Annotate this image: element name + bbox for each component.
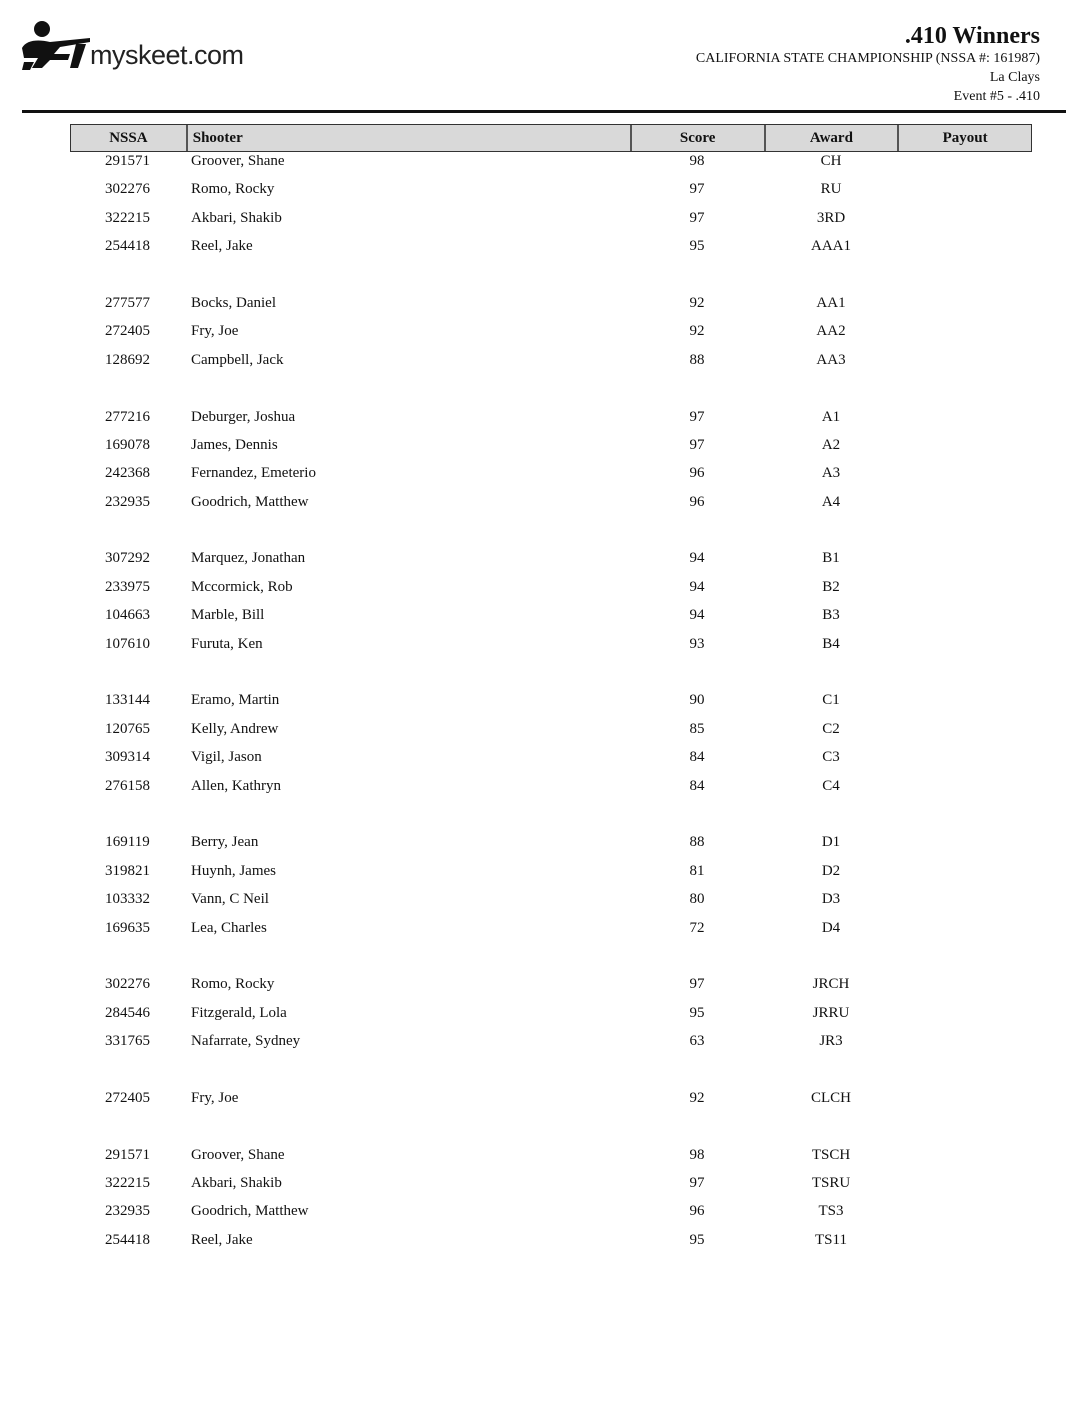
report-header <box>696 22 1040 107</box>
cell-award: C4 <box>822 777 840 794</box>
cell-shooter: Kelly, Andrew <box>191 720 279 737</box>
cell-award: D3 <box>821 891 841 908</box>
cell-score: 98 <box>689 153 705 169</box>
cell-score: 88 <box>689 351 705 368</box>
cell-shooter: Vann, C Neil <box>191 891 269 908</box>
table-row <box>70 606 1032 634</box>
cell-award: B4 <box>822 635 840 652</box>
table-row <box>70 862 1032 890</box>
cell-nssa: 272405 <box>105 1089 150 1106</box>
cell-score: 92 <box>689 294 705 311</box>
table-row <box>70 919 1032 947</box>
cell-nssa: 107610 <box>105 635 150 652</box>
cell-shooter: Goodrich, Matthew <box>191 493 309 510</box>
table-row <box>70 1202 1032 1230</box>
cell-score: 92 <box>689 1089 705 1106</box>
cell-award: TSRU <box>811 1175 851 1192</box>
table-row <box>70 294 1032 322</box>
cell-score: 81 <box>689 862 705 879</box>
cell-nssa: 128692 <box>105 351 150 368</box>
table-row <box>70 436 1032 464</box>
cell-award: D1 <box>821 834 841 851</box>
table-header <box>70 124 1032 152</box>
cell-shooter: Marble, Bill <box>191 607 265 624</box>
cell-award: JR3 <box>819 1033 843 1050</box>
cell-award: C1 <box>822 692 840 709</box>
event-name: CALIFORNIA STATE CHAMPIONSHIP (NSSA #: 161987) <box>695 51 1040 66</box>
cell-nssa: 103332 <box>105 891 150 908</box>
cell-score: 97 <box>689 408 705 425</box>
cell-score: 94 <box>689 607 705 624</box>
cell-score: 85 <box>689 720 705 737</box>
group-spacer <box>70 947 1032 975</box>
table-row <box>70 890 1032 918</box>
cell-shooter: Fernandez, Emeterio <box>191 465 316 482</box>
cell-score: 97 <box>689 209 705 226</box>
cell-award: C2 <box>822 720 840 737</box>
cell-nssa: 169635 <box>105 919 150 936</box>
cell-shooter: Groover, Shane <box>191 153 285 169</box>
event-label: Event #5 - .410 <box>953 88 1040 104</box>
cell-award: 3RD <box>816 209 846 226</box>
table-row <box>70 1174 1032 1202</box>
cell-nssa: 133144 <box>105 692 150 709</box>
cell-nssa: 120765 <box>105 720 150 737</box>
cell-award: JRCH <box>812 976 850 993</box>
cell-award: A1 <box>821 408 841 425</box>
table-row <box>70 493 1032 521</box>
cell-shooter: Romo, Rocky <box>191 976 275 993</box>
cell-shooter: Reel, Jake <box>191 238 253 255</box>
table-row <box>70 1032 1032 1060</box>
cell-score: 96 <box>689 493 705 510</box>
cell-nssa: 232935 <box>105 493 150 510</box>
cell-nssa: 276158 <box>105 777 150 794</box>
cell-award: AA1 <box>816 294 846 311</box>
cell-shooter: Marquez, Jonathan <box>191 550 306 567</box>
cell-shooter: Campbell, Jack <box>191 351 284 368</box>
cell-score: 96 <box>689 465 705 482</box>
cell-score: 97 <box>689 1175 705 1192</box>
cell-shooter: Furuta, Ken <box>191 635 263 652</box>
cell-score: 95 <box>689 1231 705 1248</box>
cell-nssa: 254418 <box>105 1231 150 1248</box>
cell-shooter: Groover, Shane <box>191 1146 285 1163</box>
table-row <box>70 322 1032 350</box>
cell-shooter: Lea, Charles <box>191 919 267 936</box>
cell-score: 63 <box>689 1033 705 1050</box>
cell-award: A4 <box>821 493 841 510</box>
cell-nssa: 277216 <box>105 408 150 425</box>
cell-award: C3 <box>822 749 840 766</box>
cell-award: D4 <box>821 919 841 936</box>
column-header-nssa: NSSA <box>109 129 148 146</box>
table-row <box>70 549 1032 577</box>
cell-score: 92 <box>689 323 705 340</box>
cell-nssa: 284546 <box>105 1004 150 1021</box>
table-row <box>70 180 1032 208</box>
cell-shooter: Bocks, Daniel <box>191 294 276 311</box>
group-spacer <box>70 379 1032 407</box>
cell-award: TS11 <box>815 1231 847 1248</box>
cell-shooter: James, Dennis <box>191 436 278 453</box>
cell-score: 88 <box>689 834 705 851</box>
cell-shooter: Akbari, Shakib <box>191 1175 282 1192</box>
cell-award: TSCH <box>811 1146 851 1163</box>
cell-shooter: Huynh, James <box>191 862 276 879</box>
cell-shooter: Allen, Kathryn <box>191 777 281 794</box>
cell-award: B1 <box>822 550 840 567</box>
group-spacer <box>70 1117 1032 1145</box>
table-row <box>70 1089 1032 1117</box>
table-row <box>70 1004 1032 1032</box>
cell-shooter: Vigil, Jason <box>191 749 262 766</box>
group-spacer <box>70 266 1032 294</box>
myskeet-logo <box>20 18 255 76</box>
cell-award: RU <box>820 181 842 198</box>
cell-nssa: 322215 <box>105 209 150 226</box>
cell-score: 98 <box>689 1146 705 1163</box>
table-row <box>70 351 1032 379</box>
cell-score: 97 <box>689 436 705 453</box>
cell-nssa: 307292 <box>105 550 150 567</box>
cell-award: CLCH <box>810 1089 851 1106</box>
cell-nssa: 233975 <box>105 578 150 595</box>
cell-shooter: Deburger, Joshua <box>191 408 296 425</box>
cell-nssa: 242368 <box>105 465 150 482</box>
cell-award: D2 <box>821 862 841 879</box>
table-row <box>70 691 1032 719</box>
table-row <box>70 975 1032 1003</box>
cell-award: A3 <box>821 465 841 482</box>
cell-score: 80 <box>689 891 705 908</box>
cell-shooter: Berry, Jean <box>191 834 259 851</box>
cell-score: 97 <box>689 976 705 993</box>
table-row <box>70 464 1032 492</box>
cell-shooter: Fitzgerald, Lola <box>191 1004 287 1021</box>
cell-shooter: Fry, Joe <box>191 323 239 340</box>
cell-award: AA2 <box>816 323 846 340</box>
cell-shooter: Romo, Rocky <box>191 181 275 198</box>
cell-award: TS3 <box>818 1203 844 1220</box>
table-row <box>70 748 1032 776</box>
cell-shooter: Goodrich, Matthew <box>191 1203 309 1220</box>
table-row <box>70 237 1032 265</box>
cell-nssa: 302276 <box>105 181 150 198</box>
cell-score: 95 <box>689 238 705 255</box>
cell-award: B2 <box>822 578 840 595</box>
cell-score: 93 <box>689 635 705 652</box>
table-row <box>70 152 1032 180</box>
group-spacer <box>70 805 1032 833</box>
cell-award: AAA1 <box>811 238 851 255</box>
table-row <box>70 408 1032 436</box>
cell-score: 84 <box>689 749 705 766</box>
table-row <box>70 720 1032 748</box>
group-spacer <box>70 663 1032 691</box>
table-row <box>70 578 1032 606</box>
cell-nssa: 319821 <box>105 862 150 879</box>
cell-award: A2 <box>821 436 841 453</box>
cell-nssa: 309314 <box>105 749 150 766</box>
shooter-logo-icon <box>20 18 100 76</box>
table-row <box>70 777 1032 805</box>
cell-shooter: Eramo, Martin <box>191 692 280 709</box>
cell-nssa: 322215 <box>105 1175 150 1192</box>
winners-table <box>70 124 1032 1259</box>
column-header-payout: Payout <box>897 125 1031 151</box>
cell-award: B3 <box>822 607 840 624</box>
cell-nssa: 331765 <box>105 1033 150 1050</box>
cell-score: 96 <box>689 1203 705 1220</box>
cell-nssa: 254418 <box>105 238 150 255</box>
cell-nssa: 232935 <box>105 1203 150 1220</box>
cell-shooter: Fry, Joe <box>191 1089 239 1106</box>
report-title: .410 Winners <box>904 23 1040 49</box>
table-body <box>70 152 1032 1259</box>
cell-nssa: 272405 <box>105 323 150 340</box>
table-row <box>70 1231 1032 1259</box>
cell-score: 95 <box>689 1004 705 1021</box>
table-row <box>70 635 1032 663</box>
column-header-score: Score <box>630 125 764 151</box>
cell-nssa: 104663 <box>105 607 150 624</box>
table-row <box>70 209 1032 237</box>
header-divider <box>22 110 1066 113</box>
cell-shooter: Akbari, Shakib <box>191 209 282 226</box>
cell-shooter: Mccormick, Rob <box>191 578 293 595</box>
club-name: La Clays <box>989 69 1040 85</box>
cell-score: 97 <box>689 181 705 198</box>
cell-score: 94 <box>689 578 705 595</box>
group-spacer <box>70 1061 1032 1089</box>
cell-award: AA3 <box>816 351 846 368</box>
cell-score: 72 <box>689 919 705 936</box>
logo-text: myskeet.com <box>90 40 244 70</box>
cell-nssa: 277577 <box>105 294 150 311</box>
table-row <box>70 1146 1032 1174</box>
cell-award: JRRU <box>812 1004 850 1021</box>
table-row <box>70 833 1032 861</box>
cell-shooter: Reel, Jake <box>191 1231 253 1248</box>
cell-award: CH <box>820 153 842 169</box>
cell-nssa: 302276 <box>105 976 150 993</box>
cell-nssa: 169078 <box>105 436 150 453</box>
cell-nssa: 169119 <box>105 834 150 851</box>
group-spacer <box>70 521 1032 549</box>
cell-score: 84 <box>689 777 705 794</box>
cell-nssa: 291571 <box>105 153 150 169</box>
column-header-award: Award <box>764 125 898 151</box>
cell-score: 90 <box>689 692 705 709</box>
cell-score: 94 <box>689 550 705 567</box>
cell-nssa: 291571 <box>105 1146 150 1163</box>
cell-shooter: Nafarrate, Sydney <box>191 1033 301 1050</box>
column-header-shooter: Shooter <box>186 125 630 151</box>
